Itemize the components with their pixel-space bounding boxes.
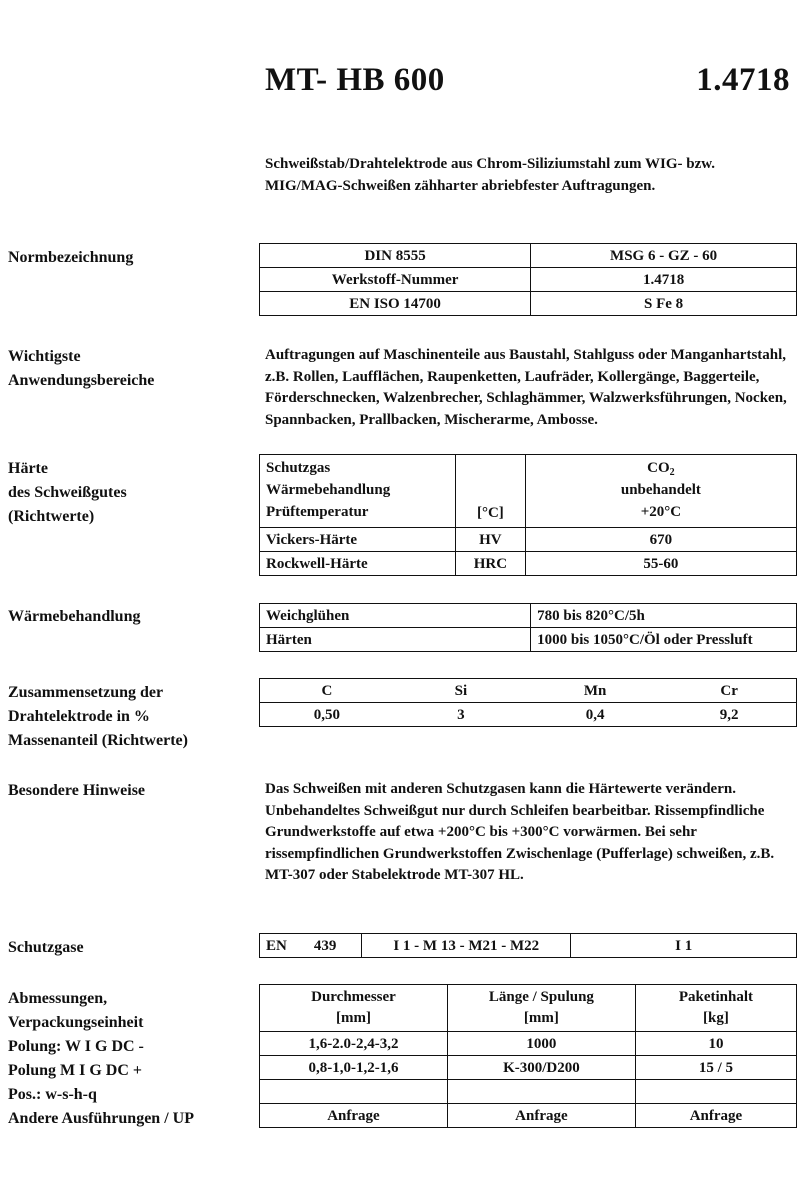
table-row xyxy=(260,455,797,528)
dimensions-label-line: Polung M I G DC + xyxy=(8,1062,143,1079)
composition-element: Si xyxy=(394,679,528,703)
heat-cell: 1000 bis 1050°C/Öl oder Pressluft xyxy=(531,628,797,652)
dimensions-cell xyxy=(260,1080,448,1104)
hardness-head-text: Prüftemperatur xyxy=(266,504,369,520)
table-row xyxy=(260,292,797,316)
composition-label-line: Massenanteil (Richtwerte) xyxy=(8,732,188,749)
hardness-head-text: Schutzgas xyxy=(266,460,331,476)
table-row xyxy=(260,934,797,958)
dimensions-header xyxy=(635,985,796,1032)
dimensions-cell: K-300/D200 xyxy=(447,1056,635,1080)
table-row xyxy=(260,244,797,268)
dimensions-label-line: Polung: W I G DC - xyxy=(8,1038,144,1055)
dimensions-cell: 1000 xyxy=(447,1032,635,1056)
composition-label-line: Zusammensetzung der xyxy=(8,684,164,701)
product-title: MT- HB 600 xyxy=(265,62,445,98)
dimensions-cell: 10 xyxy=(635,1032,796,1056)
intro-text: Schweißstab/Drahtelektrode aus Chrom-Siliziumstahl zum WIG- bzw. MIG/MAG-Schweißen zähharter abriebfester Auftragungen. xyxy=(265,156,716,194)
dimensions-header-text: Durchmesser xyxy=(311,989,396,1005)
dimensions-header-text: [mm] xyxy=(523,1010,559,1026)
heat-label: Wärmebehandlung xyxy=(8,608,141,625)
norm-cell: S Fe 8 xyxy=(531,292,797,316)
hardness-cell: 55-60 xyxy=(525,552,796,576)
norm-table xyxy=(259,243,797,316)
hardness-head-text: unbehandelt xyxy=(620,482,701,498)
table-row xyxy=(260,552,797,576)
norm-cell: EN ISO 14700 xyxy=(260,292,531,316)
hardness-cell: Vickers-Härte xyxy=(260,528,456,552)
gas-label: Schutzgase xyxy=(8,939,84,956)
norm-label: Normbezeichnung xyxy=(8,249,134,266)
norm-cell: Werkstoff-Nummer xyxy=(260,268,531,292)
material-number: 1.4718 xyxy=(696,62,790,98)
table-row xyxy=(260,628,797,652)
hardness-cell: 670 xyxy=(525,528,796,552)
application-label-line: Wichtigste xyxy=(8,348,81,365)
table-row xyxy=(260,1080,797,1104)
composition-value: 0,50 xyxy=(260,703,394,727)
dimensions-cell: 0,8-1,0-1,2-1,6 xyxy=(260,1056,448,1080)
table-row xyxy=(260,268,797,292)
dimensions-label-line: Abmessungen, xyxy=(8,990,108,1007)
application-text: Auftragungen auf Maschinenteile aus Baustahl, Stahlguss oder Manganhartstahl, z.B. Rollen, Laufflächen, Raupenketten, Laufräder, Kollergänge, Baggerteile, Förderschnecken, Walzenbrecher, Schlaghämmer, Walzwerksführungen, Nocken, Spannbacken, Prallbacken, Mischerarme, Ambosse. xyxy=(265,347,787,428)
gas-formula-sub: 2 xyxy=(669,467,675,478)
dimensions-cell xyxy=(447,1080,635,1104)
dimensions-label xyxy=(8,987,194,1131)
table-row xyxy=(260,604,797,628)
gas-cell: I 1 - M 13 - M21 - M22 xyxy=(362,934,571,958)
hardness-head-text: Wärmebehandlung xyxy=(266,482,391,498)
hardness-label-line: des Schweißgutes xyxy=(8,484,127,501)
composition-table xyxy=(259,678,797,727)
composition-value: 3 xyxy=(394,703,528,727)
gas-cell: I 1 xyxy=(571,934,797,958)
dimensions-header xyxy=(447,985,635,1032)
gas-cell: 439 xyxy=(308,934,362,958)
gas-cell: EN xyxy=(260,934,308,958)
application-label-line: Anwendungsbereiche xyxy=(8,372,155,389)
dimensions-cell: Anfrage xyxy=(260,1104,448,1128)
gas-table xyxy=(259,933,797,958)
dimensions-header-text: [kg] xyxy=(703,1010,729,1026)
hardness-cell: HV xyxy=(456,528,526,552)
dimensions-cell: Anfrage xyxy=(447,1104,635,1128)
composition-element: Mn xyxy=(528,679,662,703)
norm-cell: MSG 6 - GZ - 60 xyxy=(531,244,797,268)
dimensions-cell: 1,6-2.0-2,4-3,2 xyxy=(260,1032,448,1056)
composition-element: Cr xyxy=(662,679,796,703)
hardness-head-text: +20°C xyxy=(640,504,682,520)
application-label xyxy=(8,345,154,393)
hardness-cell: HRC xyxy=(456,552,526,576)
hardness-table xyxy=(259,454,797,576)
norm-cell: DIN 8555 xyxy=(260,244,531,268)
table-row xyxy=(260,1104,797,1128)
dimensions-cell: Anfrage xyxy=(635,1104,796,1128)
heat-cell: Weichglühen xyxy=(260,604,531,628)
table-row xyxy=(260,1032,797,1056)
dimensions-header-text: Paketinhalt xyxy=(678,989,754,1005)
table-row xyxy=(260,679,797,703)
dimensions-header-text: Länge / Spulung xyxy=(488,989,594,1005)
dimensions-cell xyxy=(635,1080,796,1104)
table-row xyxy=(260,985,797,1032)
hardness-head-mid: [°C] xyxy=(456,455,526,528)
dimensions-label-line: Andere Ausführungen / UP xyxy=(8,1110,194,1127)
dimensions-cell: 15 / 5 xyxy=(635,1056,796,1080)
gas-formula: CO xyxy=(647,460,670,476)
hardness-label xyxy=(8,457,127,529)
dimensions-label-line: Pos.: w-s-h-q xyxy=(8,1086,97,1103)
table-row xyxy=(260,703,797,727)
hardness-cell: Rockwell-Härte xyxy=(260,552,456,576)
composition-value: 0,4 xyxy=(528,703,662,727)
heat-cell: 780 bis 820°C/5h xyxy=(531,604,797,628)
notes-label: Besondere Hinweise xyxy=(8,782,146,799)
table-row xyxy=(260,1056,797,1080)
composition-element: C xyxy=(260,679,394,703)
composition-value: 9,2 xyxy=(662,703,796,727)
heat-cell: Härten xyxy=(260,628,531,652)
composition-label xyxy=(8,681,188,753)
hardness-head-left xyxy=(260,455,456,528)
heat-table xyxy=(259,603,797,652)
dimensions-table xyxy=(259,984,797,1128)
norm-cell: 1.4718 xyxy=(531,268,797,292)
hardness-label-line: Härte xyxy=(8,460,48,477)
hardness-head-right xyxy=(525,455,796,528)
dimensions-header xyxy=(260,985,448,1032)
composition-label-line: Drahtelektrode in % xyxy=(8,708,150,725)
table-row xyxy=(260,528,797,552)
notes-text: Das Schweißen mit anderen Schutzgasen kann die Härtewerte verändern. Unbehandeltes Schweißgut nur durch Schleifen bearbeitbar. Rissempfindliche Grundwerkstoffe auf etwa +200°C bis +300°C vorwärmen. Bei sehr rissempfindlichen Grundwerkstoffen Zwischenlage (Pufferlage) schweißen, z.B. MT-307 oder Stabelektrode MT-307 HL. xyxy=(265,781,775,883)
hardness-head-gas xyxy=(532,457,790,479)
dimensions-header-text: [mm] xyxy=(335,1010,371,1026)
dimensions-label-line: Verpackungseinheit xyxy=(8,1014,144,1031)
hardness-label-line: (Richtwerte) xyxy=(8,508,95,525)
